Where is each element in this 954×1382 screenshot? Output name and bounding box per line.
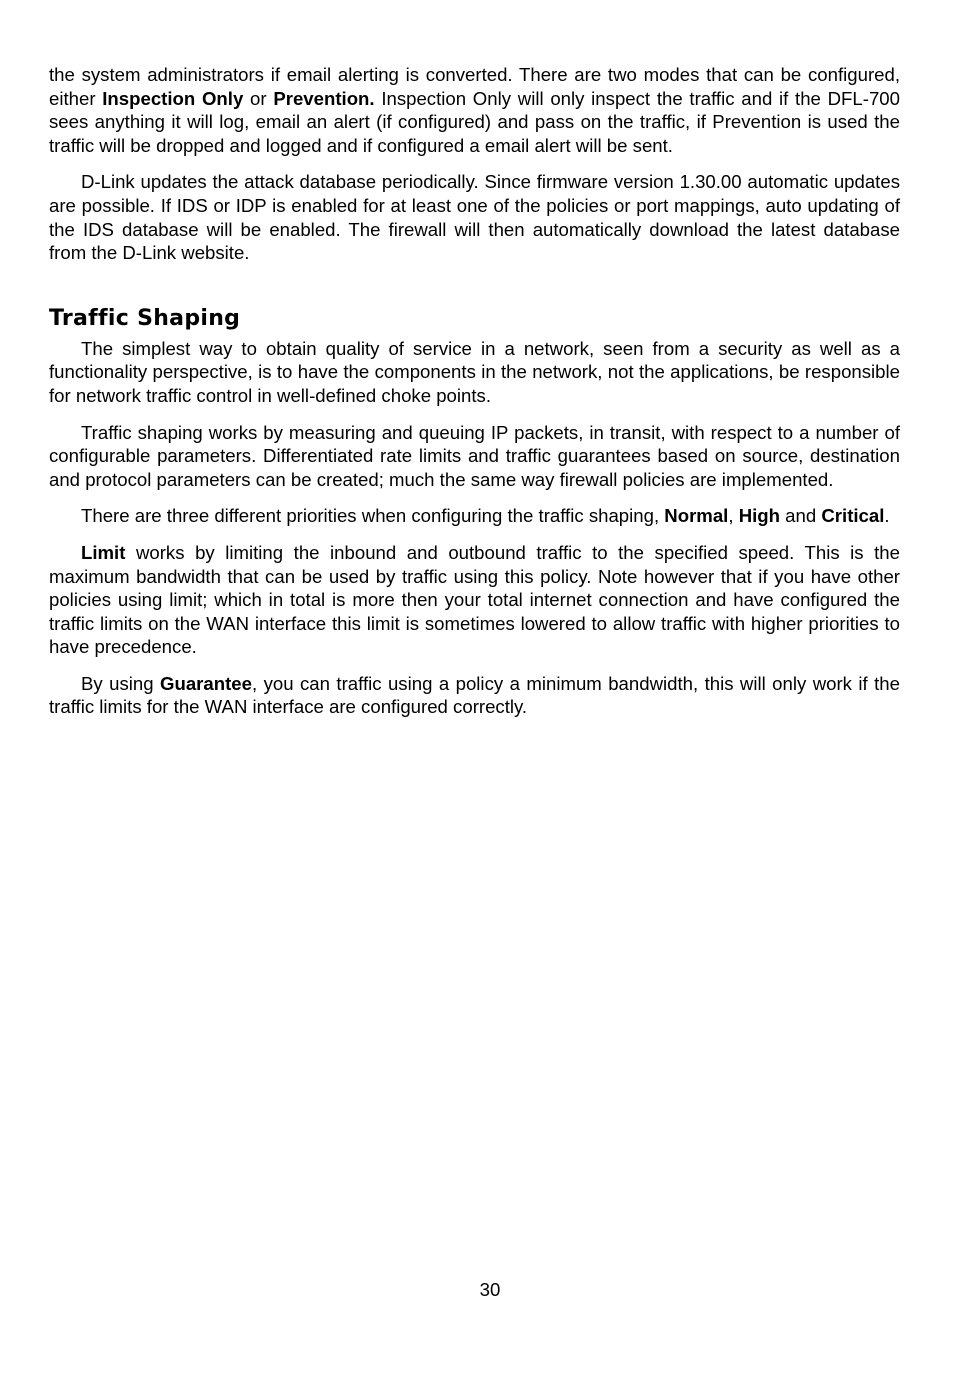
term-normal: Normal <box>664 505 729 527</box>
term-high: High <box>738 505 780 527</box>
term-guarantee: Guarantee <box>160 672 252 694</box>
traffic-shaping-paragraph-qos: The simplest way to obtain quality of service in a network, seen from a security as well as a functionality perspective, is to have the components in the network, not the applications, be responsible for network traffic control in well-defined choke points. <box>49 337 900 406</box>
term-critical: Critical <box>821 505 885 527</box>
traffic-shaping-paragraph-measuring: Traffic shaping works by measuring and queuing IP packets, in transit, with respect to a number of configurable parameters. Differentiated rate limits and traffic guarantees based on source, destination and protocol parameters can be created; much the same way firewall policies are implemented. <box>49 421 900 490</box>
traffic-shaping-paragraph-limit: Limit works by limiting the inbound and outbound traffic to the specified speed. This is the maximum bandwidth that can be used by traffic using this policy. Note however that if you have other policies using limit; which in total is more then your total internet connection and have configured the traffic limits on the WAN interface this limit is sometimes lowered to allow traffic with higher priorities to have precedence. <box>49 541 900 658</box>
intro-paragraph-modes: the system administrators if email alerting is converted. There are two modes that can be configured, either Inspection Only or Prevention. Inspection Only will only inspect the traffic and if the DFL-700 sees anything it will log, email an alert (if configured) and pass on the traffic, if Prevention is used the traffic will be dropped and logged and if configured a email alert will be sent. <box>49 64 900 156</box>
traffic-shaping-paragraph-guarantee: By using Guarantee, you can traffic using a policy a minimum bandwidth, this will only work if the traffic limits for the WAN interface are configured correctly. <box>49 672 900 718</box>
term-inspection-only: Inspection Only <box>102 87 244 109</box>
intro-paragraph-updates: D-Link updates the attack database periodically. Since firmware version 1.30.00 automatic updates are possible. If IDS or IDP is enabled for at least one of the policies or port mappings, auto updating of the IDS database will be enabled. The firewall will then automatically download the latest database from the D-Link website. <box>49 171 900 264</box>
page-number: 30 <box>479 1279 501 1300</box>
term-prevention: Prevention. <box>273 87 375 109</box>
section-title-traffic-shaping: Traffic Shaping <box>49 305 241 331</box>
traffic-shaping-paragraph-priorities: There are three different priorities when configuring the traffic shaping, Normal, High and Critical. <box>81 505 890 527</box>
page-content <box>49 63 900 732</box>
term-limit: Limit <box>81 541 126 563</box>
